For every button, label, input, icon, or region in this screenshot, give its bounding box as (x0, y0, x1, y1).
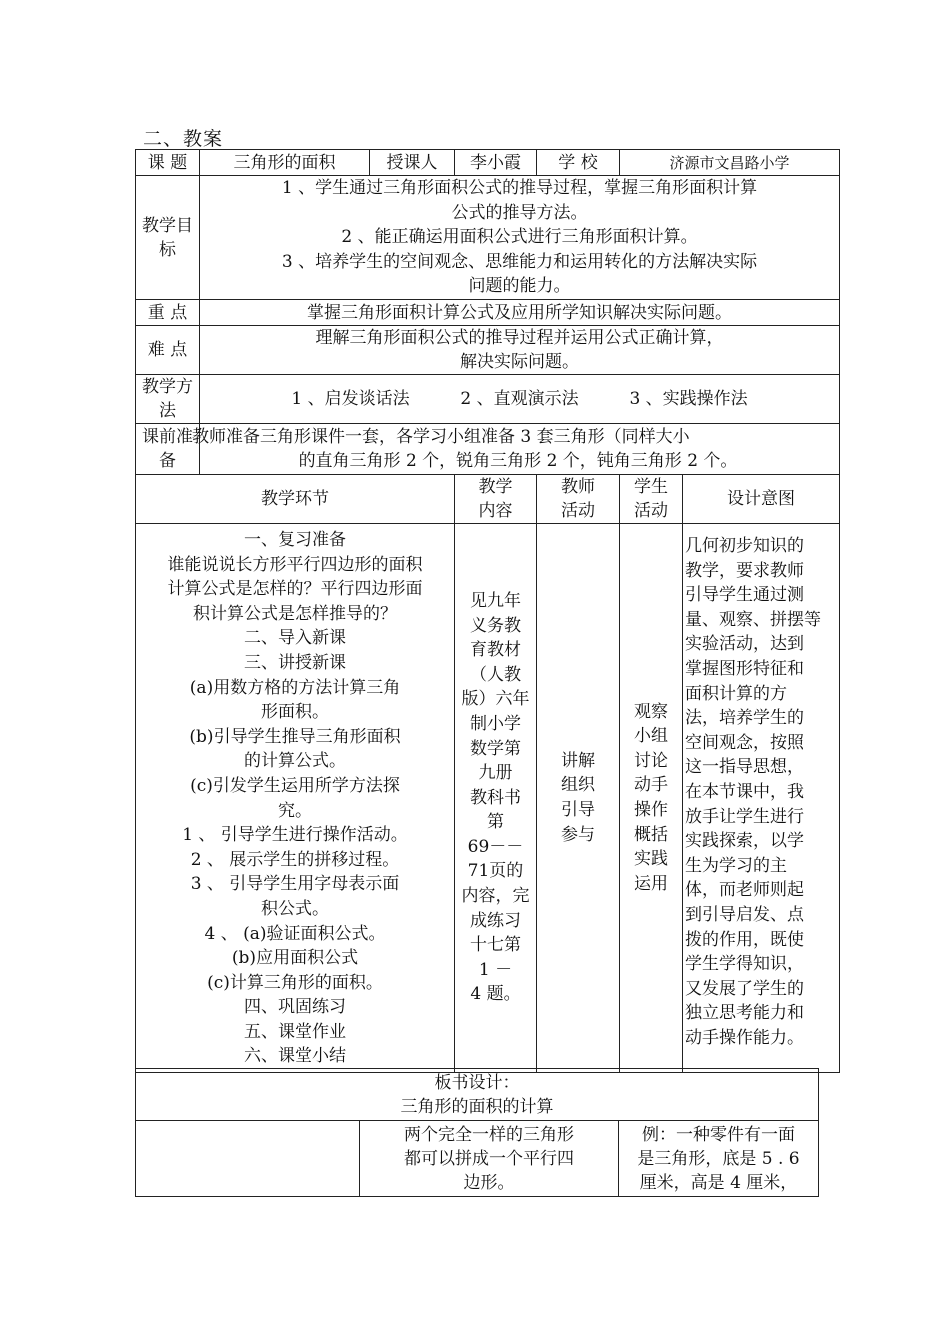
process-line: 六、课堂小结 (244, 1046, 346, 1067)
content-line: 1 － (478, 959, 513, 980)
content-line: 69－－ (467, 836, 524, 857)
method-row (136, 375, 840, 424)
method-item: 1 、启发谈话法 (291, 389, 410, 409)
content-line: 71页的 (467, 861, 524, 882)
col-process: 教学环节 (136, 475, 455, 524)
process-line: 计算公式是怎样的？平行四边形面 (167, 579, 423, 600)
student-line: 动手 (634, 775, 668, 796)
col-content-line: 内容 (478, 501, 513, 521)
intent-line: 教学，要求教师 (685, 560, 804, 581)
process-line: 三、讲授新课 (244, 652, 346, 673)
preparation-line: 教师准备三角形课件一套，各学习小组准备 3 套三角形（同样大小 (192, 427, 690, 447)
col-student (620, 475, 683, 524)
board-middle-line: 边形。 (463, 1173, 515, 1193)
process-line: 四、巩固练习 (244, 997, 346, 1018)
preparation-text (192, 424, 840, 475)
col-student-line: 活动 (634, 501, 668, 521)
student-line: 讨论 (634, 750, 668, 771)
content-line: 十七第 (470, 935, 521, 956)
process-line: 积计算公式是怎样推导的？ (193, 603, 397, 624)
intent-line: 实践探索，以学 (685, 831, 804, 852)
intent-line: 量、观察、拼摆等 (685, 609, 821, 630)
content-line: 制小学 (470, 713, 521, 734)
content-line: 九册 (478, 763, 513, 784)
board-right-line: 是三角形，底是 5 . 6 (637, 1149, 800, 1169)
goals-text (200, 176, 840, 300)
student-line: 运用 (634, 873, 668, 894)
difficulty-line: 理解三角形面积公式的推导过程并运用公式正确计算， (315, 328, 724, 348)
preparation-row (136, 424, 840, 475)
board-title: 三角形的面积的计算 (400, 1096, 554, 1117)
board-design-table (135, 1068, 819, 1197)
process-line: 二、导入新课 (244, 628, 346, 649)
goal-line: 1 、学生通过三角形面积公式的推导过程，掌握三角形面积计算 (281, 178, 758, 199)
intent-line: 又发展了学生的 (685, 978, 804, 999)
intent-line: 引导学生通过测 (685, 585, 804, 606)
teacher-line: 讲解 (561, 750, 595, 771)
process-line: 谁能说说长方形平行四边形的面积 (167, 554, 423, 575)
intent-line: 法，培养学生的 (685, 708, 804, 729)
process-line: 1 、 引导学生进行操作活动。 (182, 825, 408, 846)
column-header-row (136, 475, 840, 524)
board-left-cell (136, 1121, 360, 1197)
method-text (200, 375, 840, 424)
difficulty-label: 难 点 (136, 326, 200, 375)
col-student-line: 学生 (634, 477, 668, 497)
intent-line: 拨的作用，既使 (685, 929, 804, 950)
intent-line: 这一指导思想， (685, 757, 804, 778)
content-line: 版）六年 (461, 689, 530, 710)
board-header-row (136, 1069, 819, 1121)
body-row (136, 524, 840, 1073)
teacher-line: 组织 (561, 775, 595, 796)
board-right-line: 厘米，高是 4 厘米， (639, 1173, 798, 1193)
method-item: 2 、直观演示法 (460, 389, 579, 409)
board-middle-line: 两个完全一样的三角形 (404, 1125, 574, 1145)
process-line: 3 、 引导学生用字母表示面 (190, 874, 400, 895)
method-label: 教学方法 (136, 375, 200, 424)
col-teacher-line: 教师 (561, 477, 595, 497)
process-line: 五、课堂作业 (244, 1021, 346, 1042)
process-line: 一、复习准备 (244, 530, 346, 550)
intent-line: 空间观念，按照 (685, 732, 804, 753)
student-activity-cell (620, 524, 683, 1073)
goals-row (136, 176, 840, 300)
process-line: 积公式。 (261, 898, 329, 919)
content-line: 见九年 (470, 590, 521, 611)
student-line: 操作 (634, 800, 668, 820)
section-title: 二、教案 (143, 128, 224, 150)
content-line: 数学第 (470, 738, 521, 759)
intent-line: 到引导启发、点 (685, 904, 804, 925)
board-body-row (136, 1121, 819, 1197)
topic-label: 课 题 (136, 150, 200, 176)
goal-line: 3 、培养学生的空间观念、思维能力和运用转化的方法解决实际 (281, 251, 758, 272)
intent-line: 独立思考能力和 (685, 1003, 804, 1024)
intent-line: 面积计算的方 (685, 683, 787, 704)
topic-value: 三角形的面积 (200, 150, 370, 176)
student-line: 观察 (634, 701, 668, 722)
student-line: 小组 (634, 726, 668, 747)
process-line: (b)引导学生推导三角形面积 (189, 726, 401, 747)
content-line: 成练习 (470, 910, 521, 931)
process-line: (c)计算三角形的面积。 (207, 972, 383, 993)
intent-line: 放手让学生进行 (685, 806, 804, 827)
teacher-line: 引导 (561, 800, 595, 820)
teacher-value: 李小霞 (455, 150, 537, 176)
method-item: 3 、实践操作法 (629, 389, 748, 409)
intent-line: 学生学得知识， (685, 954, 804, 975)
col-content (455, 475, 537, 524)
content-cell (455, 524, 537, 1073)
intent-line: 动手操作能力。 (685, 1027, 804, 1048)
col-intent: 设计意图 (683, 475, 840, 524)
intent-line: 实验活动，达到 (685, 634, 804, 655)
teacher-activity-cell (537, 524, 620, 1073)
col-content-line: 教学 (478, 477, 513, 497)
board-label: 板书设计： (434, 1072, 520, 1093)
difficulty-line: 解决实际问题。 (460, 352, 579, 372)
content-line: （人教 (470, 664, 521, 685)
school-label: 学 校 (537, 150, 620, 176)
intent-line: 掌握图形特征和 (685, 658, 804, 679)
difficulty-row (136, 326, 840, 375)
difficulty-text (200, 326, 840, 375)
content-line: 第 (487, 812, 504, 833)
preparation-label: 课前准备 (136, 424, 200, 475)
content-line: 内容，完 (461, 886, 530, 907)
goals-label: 教学目标 (136, 176, 200, 300)
student-line: 实践 (634, 849, 668, 870)
board-middle-line: 都可以拼成一个平行四 (404, 1149, 574, 1169)
intent-line: 几何初步知识的 (685, 536, 804, 556)
goal-line: 公式的推导方法。 (451, 202, 588, 223)
intent-line: 生为学习的主 (685, 855, 787, 876)
key-point-label: 重 点 (136, 300, 200, 326)
header-row (136, 150, 840, 176)
board-right-cell (619, 1121, 819, 1197)
intent-cell (683, 524, 840, 1073)
goal-line: 2 、能正确运用面积公式进行三角形面积计算。 (341, 227, 698, 248)
preparation-line: 的直角三角形 2 个，锐角三角形 2 个，钝角三角形 2 个。 (298, 451, 738, 471)
teacher-line: 参与 (561, 824, 595, 845)
content-line: 义务教 (470, 615, 521, 636)
intent-line: 在本节课中，我 (685, 781, 804, 802)
content-line: 教科书 (470, 787, 521, 808)
process-line: 形面积。 (261, 702, 329, 723)
board-header (136, 1069, 819, 1121)
col-teacher (537, 475, 620, 524)
process-line: 的计算公式。 (244, 751, 346, 772)
intent-line: 体，而老师则起 (685, 880, 804, 901)
process-line: (a)用数方格的方法计算三角 (189, 677, 401, 698)
board-right-line: 例：一种零件有一面 (642, 1125, 795, 1145)
process-line: (b)应用面积公式 (231, 948, 359, 969)
process-cell (136, 524, 455, 1073)
col-teacher-line: 活动 (561, 501, 595, 521)
key-point-text: 掌握三角形面积计算公式及应用所学知识解决实际问题。 (200, 300, 840, 326)
content-line: 育教材 (470, 640, 521, 661)
teacher-label: 授课人 (370, 150, 455, 176)
goal-line: 问题的能力。 (468, 276, 571, 297)
process-line: 4 、 (a)验证面积公式。 (204, 923, 386, 944)
student-line: 概括 (634, 824, 668, 845)
board-middle-cell (360, 1121, 619, 1197)
process-line: 2 、 展示学生的拼移过程。 (190, 849, 400, 870)
lesson-plan-table (135, 149, 840, 1073)
process-line: 究。 (278, 800, 312, 821)
school-value: 济源市文昌路小学 (620, 150, 840, 176)
content-line: 4 题。 (470, 984, 521, 1005)
key-point-row (136, 300, 840, 326)
process-line: (c)引发学生运用所学方法探 (190, 775, 400, 796)
